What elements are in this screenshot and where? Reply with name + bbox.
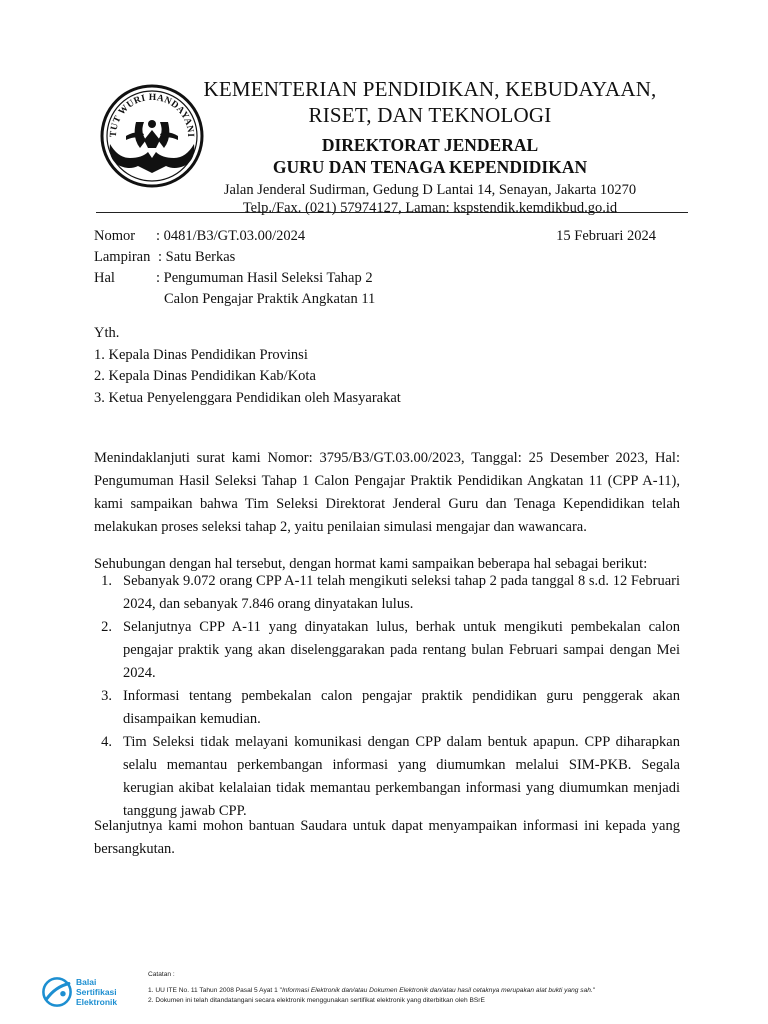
note-1-prefix: 1. UU ITE No. 11 Tahun 2008 Pasal 5 Ayat 1 " xyxy=(148,987,282,994)
body-paragraph-3: Selanjutnya kami mohon bantuan Saudara untuk dapat menyampaikan informasi ini kepada yang bersangkutan. xyxy=(94,818,680,857)
letterhead-divider xyxy=(96,212,688,213)
list-item-text: Tim Seleksi tidak melayani komunikasi dengan CPP dalam bentuk apapun. CPP diharapkan selalu memantau perkembangan informasi yang diumumkan melalui SIM-PKB. Segala kerugian akibat kelalaian tidak memantau perkembangan informasi yang diumumkan menjadi tanggung jawab CPP. xyxy=(123,734,680,819)
list-item-number: 2. xyxy=(101,619,112,635)
lampiran-value: : Satu Berkas xyxy=(158,249,236,265)
list-item-number: 4. xyxy=(101,734,112,750)
bsre-line1: Balai xyxy=(76,977,97,987)
ministry-name-line2: RISET, DAN TEKNOLOGI xyxy=(308,103,552,127)
bsre-line2: Sertifikasi xyxy=(76,987,117,997)
nomor-value: : 0481/B3/GT.03.00/2024 xyxy=(156,228,306,244)
note-1-quote: Informasi Elektronik dan/atau Dokumen Elektronik dan/atau hasil cetaknya merupakan alat bukti yang sah. xyxy=(281,987,593,994)
meta-nomor-row xyxy=(94,226,656,247)
note-1 xyxy=(148,986,708,996)
nomor-label: Nomor xyxy=(94,228,136,244)
directorate-line2: GURU DAN TENAGA KEPENDIDIKAN xyxy=(272,157,588,177)
list-item-number: 1. xyxy=(101,573,112,589)
body-paragraph-1: Menindaklanjuti surat kami Nomor: 3795/B3/GT.03.00/2023, Tanggal: 25 Desember 2023, Hal: Pengumuman Hasil Seleksi Tahap 1 Calon Pengajar Praktik Pendidikan Angkatan 11 (CPP A-11), kami sampaikan bahwa Tim Seleksi Direktorat Jenderal Guru dan Tenaga Kependidikan telah melakukan proses seleksi tahap 2, yaitu penilaian simulasi mengajar dan wawancara. xyxy=(94,450,680,535)
meta-hal-row xyxy=(94,268,656,289)
note-1-suffix: " xyxy=(592,987,596,994)
note-2: 2. Dokumen ini telah ditandatangani secara elektronik menggunakan sertifikat elektronik yang diterbitkan oleh BSrE xyxy=(148,997,485,1004)
ministry-name-line1: KEMENTERIAN PENDIDIKAN, KEBUDAYAAN, xyxy=(203,77,657,101)
salutation: Yth. xyxy=(94,325,120,341)
letterhead xyxy=(200,76,660,217)
letterhead-address: Jalan Jenderal Sudirman, Gedung D Lantai 14, Senayan, Jakarta 10270 xyxy=(223,182,637,198)
list-item-text: Sebanyak 9.072 orang CPP A-11 telah mengikuti seleksi tahap 2 pada tanggal 8 s.d. 12 Februari 2024, dan sebanyak 7.846 orang dinyatakan lulus. xyxy=(123,573,680,612)
letter-meta xyxy=(94,226,656,310)
list-item xyxy=(94,570,680,616)
bsre-wordmark xyxy=(76,977,117,1007)
meta-hal-row-2 xyxy=(94,289,656,310)
meta-lampiran-row xyxy=(94,247,656,268)
announcement-list xyxy=(94,570,680,823)
list-item-text: Selanjutnya CPP A-11 yang dinyatakan lulus, berhak untuk mengikuti pembekalan calon pengajar praktik yang akan diselenggarakan pada rentang bulan Februari sampai dengan Mei 2024. xyxy=(123,619,680,681)
logo-motto: TUT WURI HANDAYANI xyxy=(108,92,196,138)
body-paragraph-2: Sehubungan dengan hal tersebut, dengan hormat kami sampaikan beberapa hal sebagai berikut: xyxy=(94,556,648,572)
tut-wuri-handayani-emblem-icon xyxy=(96,78,208,190)
directorate-line1: DIREKTORAT JENDERAL xyxy=(321,135,539,155)
addressee-item: 1. Kepala Dinas Pendidikan Provinsi xyxy=(94,346,308,363)
hal-label: Hal xyxy=(94,270,115,286)
addressee-item: 3. Ketua Penyelenggara Pendidikan oleh Masyarakat xyxy=(94,389,401,406)
list-item xyxy=(94,616,680,685)
list-item-text: Informasi tentang pembekalan calon pengajar praktik pendidikan guru penggerak akan disampaikan kemudian. xyxy=(123,688,680,727)
hal-value-line2: Calon Pengajar Praktik Angkatan 11 xyxy=(164,291,376,307)
footer-notes xyxy=(148,970,708,1006)
list-item-number: 3. xyxy=(101,688,112,704)
list-item xyxy=(94,685,680,731)
notes-title: Catatan : xyxy=(148,971,175,978)
addressees xyxy=(94,323,401,409)
addressee-item: 2. Kepala Dinas Pendidikan Kab/Kota xyxy=(94,368,316,384)
bsre-line3: Elektronik xyxy=(76,997,118,1007)
letter-date: 15 Februari 2024 xyxy=(556,228,656,244)
hal-value-line1: : Pengumuman Hasil Seleksi Tahap 2 xyxy=(156,270,373,286)
letterhead-contact: Telp./Fax. (021) 57974127, Laman: kspstendik.kemdikbud.go.id xyxy=(242,200,618,216)
bsre-logo-icon xyxy=(40,975,74,1009)
list-item xyxy=(94,731,680,823)
lampiran-label: Lampiran xyxy=(94,249,151,265)
